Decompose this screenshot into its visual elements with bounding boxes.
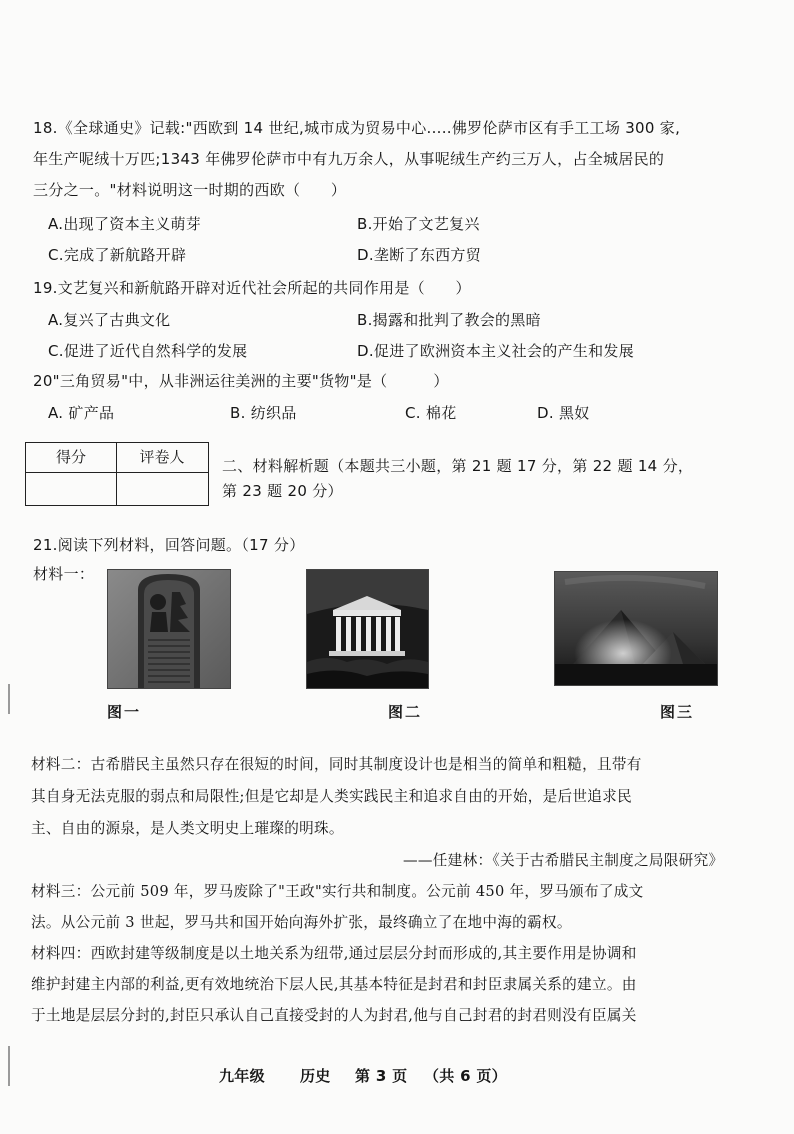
score-input-cell[interactable] (28, 475, 114, 503)
section2-title-line-1: 二、材料解析题（本题共三小题，第 21 题 17 分，第 22 题 14 分， (222, 457, 694, 475)
figure-3-caption: 图三 (660, 703, 695, 721)
material-4-line-3: 于土地是层层分封的,封臣只承认自己直接受封的人为封君,他与自己封君的封君则没有臣属关 (31, 1007, 637, 1024)
parthenon-icon (307, 570, 428, 688)
material-4-line-1: 材料四：西欧封建等级制度是以土地关系为纽带,通过层层分封而形成的,其主要作用是协调和 (31, 945, 637, 962)
q21-stem: 21.阅读下列材料，回答问题。（17 分） (33, 536, 305, 554)
section2-title-line-2: 第 23 题 20 分） (222, 482, 343, 500)
grader-header: 评卷人 (139, 448, 185, 466)
q19-stem: 19.文艺复兴和新航路开辟对近代社会所起的共同作用是（ ） (33, 279, 471, 297)
figure-1-stele-image (107, 569, 231, 689)
pyramid-icon (555, 572, 717, 685)
footer-grade: 九年级 (219, 1067, 265, 1085)
q19-option-c: C.促进了近代自然科学的发展 (48, 342, 248, 360)
material-2-line-1: 材料二：古希腊民主虽然只存在很短的时间，同时其制度设计也是相当的简单和粗糙，且带有 (31, 756, 642, 773)
material-2-line-2: 其自身无法克服的弱点和局限性;但是它却是人类实践民主和追求自由的开始，是后世追求民 (31, 788, 632, 805)
score-header: 得分 (55, 448, 86, 466)
q20-stem: 20"三角贸易"中，从非洲运往美洲的主要"货物"是（ ） (33, 372, 449, 390)
figure-3-pyramids-image (554, 571, 718, 686)
q18-option-c: C.完成了新航路开辟 (48, 246, 187, 264)
scan-edge-mark (8, 1046, 10, 1086)
scan-edge-mark (8, 684, 10, 714)
grader-input-cell[interactable] (119, 475, 207, 503)
material-1-label: 材料一： (33, 565, 95, 583)
material-3-line-1: 材料三：公元前 509 年，罗马废除了"王政"实行共和制度。公元前 450 年，罗马颁布了成文 (31, 883, 644, 900)
q19-option-a: A.复兴了古典文化 (48, 311, 171, 329)
figure-1-caption: 图一 (107, 703, 142, 721)
q20-option-a: A. 矿产品 (48, 404, 115, 422)
material-2-source: ——任建林：《关于古希腊民主制度之局限研究》 (403, 852, 724, 869)
material-4-line-2: 维护封建主内部的利益,更有效地统治下层人民,其基本特征是封君和封臣隶属关系的建立。由 (31, 976, 637, 993)
q20-option-c: C. 棉花 (405, 404, 457, 422)
q20-option-b: B. 纺织品 (230, 404, 297, 422)
stele-icon (108, 570, 230, 688)
q18-stem-line-1: 18.《全球通史》记载:"西欧到 14 世纪,城市成为贸易中心.....佛罗伦萨市区有手工工场 300 家, (33, 119, 681, 137)
q18-option-a: A.出现了资本主义萌芽 (48, 215, 202, 233)
score-table (25, 442, 209, 506)
q20-option-d: D. 黑奴 (537, 404, 590, 422)
q18-stem-line-2: 年生产呢绒十万匹;1343 年佛罗伦萨市中有九万余人，从事呢绒生产约三万人，占全城居民的 (33, 150, 665, 168)
footer-page-number: 第 3 页 (355, 1067, 408, 1085)
figure-2-caption: 图二 (388, 703, 423, 721)
material-2-line-3: 主、自由的源泉，是人类文明史上璀璨的明珠。 (31, 820, 344, 837)
material-3-line-2: 法。从公元前 3 世起，罗马共和国开始向海外扩张，最终确立了在地中海的霸权。 (31, 914, 572, 931)
q18-option-d: D.垄断了东西方贸 (357, 246, 482, 264)
q19-option-b: B.揭露和批判了教会的黑暗 (357, 311, 541, 329)
footer-subject: 历史 (300, 1067, 331, 1085)
q18-option-b: B.开始了文艺复兴 (357, 215, 480, 233)
figure-2-parthenon-image (306, 569, 429, 689)
q18-stem-line-3: 三分之一。"材料说明这一时期的西欧（ ） (33, 181, 347, 199)
q19-option-d: D.促进了欧洲资本主义社会的产生和发展 (357, 342, 635, 360)
footer-total-pages: （共 6 页） (424, 1067, 507, 1085)
